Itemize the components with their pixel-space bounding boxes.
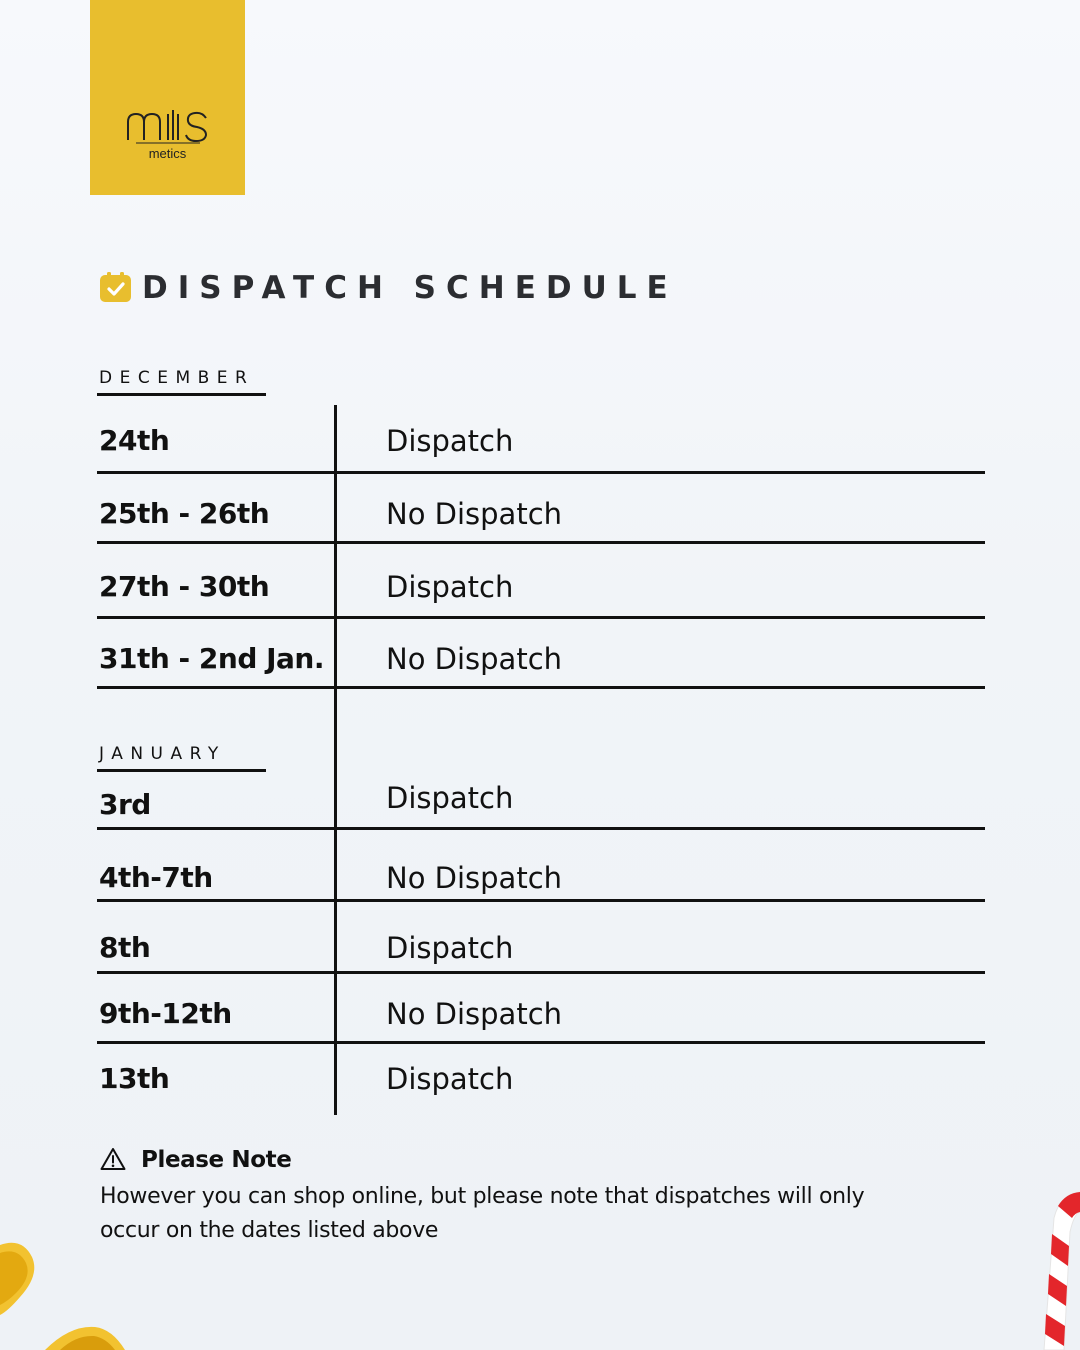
table-row-divider <box>97 541 985 544</box>
month-heading-december: DECEMBER <box>97 368 266 396</box>
gold-ribbon-decoration <box>0 1235 130 1350</box>
note-heading: Please Note <box>141 1147 292 1173</box>
schedule-status: Dispatch <box>386 1062 514 1096</box>
schedule-date: 25th - 26th <box>99 497 270 530</box>
table-column-divider <box>334 405 337 1115</box>
brand-logo <box>90 0 245 195</box>
schedule-status: Dispatch <box>386 570 514 604</box>
schedule-status: No Dispatch <box>386 861 563 895</box>
schedule-status: Dispatch <box>386 781 514 815</box>
schedule-date: 24th <box>99 424 170 457</box>
table-row-divider <box>97 827 985 830</box>
page-title: DISPATCH SCHEDULE <box>142 270 678 306</box>
schedule-date: 31th - 2nd Jan. <box>99 642 324 675</box>
schedule-date: 27th - 30th <box>99 570 270 603</box>
table-row-divider <box>97 471 985 474</box>
brand-name: metics <box>148 146 187 161</box>
schedule-date: 13th <box>99 1062 170 1095</box>
table-row-divider <box>97 616 985 619</box>
table-row-divider <box>97 1041 985 1044</box>
schedule-status: Dispatch <box>386 931 514 965</box>
table-row-divider <box>97 899 985 902</box>
calendar-check-icon <box>100 272 131 302</box>
table-row-divider <box>97 686 985 689</box>
note-body: However you can shop online, but please note that dispatches will only occur on the dates listed above <box>100 1184 865 1243</box>
table-row-divider <box>97 971 985 974</box>
schedule-date: 3rd <box>99 788 151 821</box>
schedule-status: No Dispatch <box>386 642 563 676</box>
candy-cane-decoration <box>1030 1188 1080 1350</box>
schedule-date: 9th-12th <box>99 997 232 1030</box>
schedule-status: No Dispatch <box>386 997 563 1031</box>
schedule-date: 8th <box>99 931 151 964</box>
schedule-status: Dispatch <box>386 424 514 458</box>
schedule-status: No Dispatch <box>386 497 563 531</box>
warning-icon <box>100 1147 126 1171</box>
schedule-date: 4th-7th <box>99 861 213 894</box>
brand-logo-mark <box>126 108 210 144</box>
month-heading-january: JANUARY <box>97 744 266 772</box>
